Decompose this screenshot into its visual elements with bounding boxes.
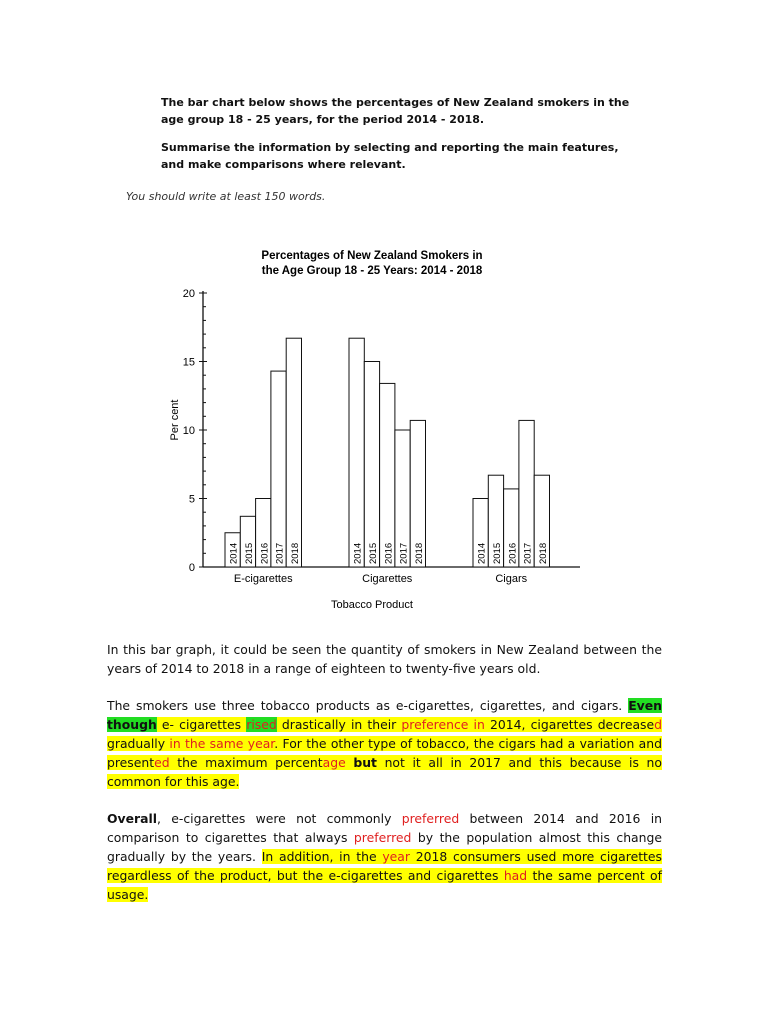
bold-text: Overall: [107, 811, 157, 826]
highlight-red-text: year: [382, 849, 410, 864]
bar-year-label: 2018: [289, 542, 301, 564]
highlight-red-text: d: [654, 717, 662, 732]
y-tick-label: 0: [188, 562, 195, 574]
chart-title-line1: Percentages of New Zealand Smokers in: [261, 250, 483, 262]
highlight-red-text: preference in: [401, 717, 485, 732]
text-span: drastically in their: [276, 717, 402, 732]
bar: [286, 338, 301, 567]
chart-title-line2: the Age Group 18 - 25 Years: 2014 - 2018: [261, 265, 483, 277]
text-span: e- cigarettes: [156, 717, 247, 732]
text-span: The smokers use three tobacco products as e-cigarettes, cigarettes, and cigars.: [107, 698, 629, 713]
highlight-red-text: ed: [154, 755, 170, 770]
highlight-red-text: age: [322, 755, 346, 770]
bar: [271, 371, 286, 567]
essay-paragraph-3: [107, 809, 662, 904]
text-span: 2014, cigarettes decrease: [484, 717, 655, 732]
bar-year-label: 2014: [352, 542, 364, 564]
bar: [349, 338, 364, 567]
category-label: E-cigarettes: [233, 573, 293, 585]
bar-year-label: 2015: [491, 542, 503, 564]
y-axis-label: Per cent: [169, 399, 181, 441]
highlight-green: Even though: [107, 698, 662, 732]
highlight-yellow-text: For the other type of tobacco, the cigars had a variation and present: [107, 736, 662, 770]
highlight-red-text: preferred: [353, 830, 412, 845]
category-label: Cigarettes: [362, 573, 413, 585]
text-span: .: [274, 736, 279, 751]
y-tick-label: 20: [182, 288, 195, 300]
prompt-summary-instruction: Summarise the information by selecting and reporting the main features, and make comparisons where relevant.: [161, 141, 619, 171]
highlight-yellow-text: not it all in 2017 and this because is no common for this age.: [107, 755, 662, 789]
task-prompt: [161, 94, 631, 184]
bar-year-label: 2016: [507, 542, 519, 564]
bar-year-label: 2017: [398, 542, 410, 564]
highlight-yellow-text: the maximum percent: [169, 755, 323, 770]
highlight-red-text: had: [503, 868, 528, 883]
text-span: gradually: [107, 736, 170, 751]
highlight-yellow-text: 2018 consumers used more cigarettes regardless of the product, but the e-cigarettes and cigarettes: [107, 849, 662, 883]
bar: [364, 362, 379, 568]
bar-year-label: 2014: [228, 542, 240, 564]
highlight-red-text: in the same year: [169, 736, 275, 751]
y-tick-label: 10: [182, 425, 195, 437]
category-label: Cigars: [495, 573, 528, 585]
bar: [380, 383, 395, 567]
text-span: , e-cigarettes were not commonly: [156, 811, 402, 826]
bar-year-label: 2015: [367, 542, 379, 564]
essay-body: [107, 640, 662, 922]
prompt-instructions: The bar chart below shows the percentages of New Zealand smokers in the age group 18 - 25 years, for the period 2014 - 2018.: [161, 96, 630, 126]
bar-year-label: 2017: [522, 542, 534, 564]
highlight-yellow-text: In addition, in the: [261, 849, 383, 864]
bar-year-label: 2015: [243, 542, 255, 564]
highlight-yellow-text: the same percent of usage.: [107, 868, 662, 902]
y-tick-label: 5: [188, 493, 195, 506]
bar-year-label: 2016: [259, 542, 271, 564]
bold-text: but: [353, 755, 377, 770]
bar-year-label: 2018: [413, 542, 425, 564]
bar-year-label: 2014: [476, 542, 488, 564]
bar-chart: [150, 240, 590, 620]
essay-paragraph-2: [107, 696, 662, 791]
text-span: by the population almost this change gradually by the years.: [107, 830, 662, 864]
y-tick-label: 15: [182, 356, 195, 369]
highlight-red-text: rised: [246, 717, 277, 732]
word-count-note: You should write at least 150 words.: [126, 190, 326, 203]
text-span: between 2014 and 2016 in comparison to cigarettes that always: [107, 811, 662, 845]
bar-year-label: 2016: [383, 542, 395, 564]
highlight-red-text: preferred: [401, 811, 460, 826]
bar-year-label: 2018: [537, 542, 549, 564]
x-axis-label: Tobacco Product: [331, 599, 413, 611]
essay-paragraph-1: In this bar graph, it could be seen the quantity of smokers in New Zealand between the years of 2014 to 2018 in a range of eighteen to twenty-five years old.: [107, 642, 662, 676]
bar-year-label: 2017: [274, 542, 286, 564]
